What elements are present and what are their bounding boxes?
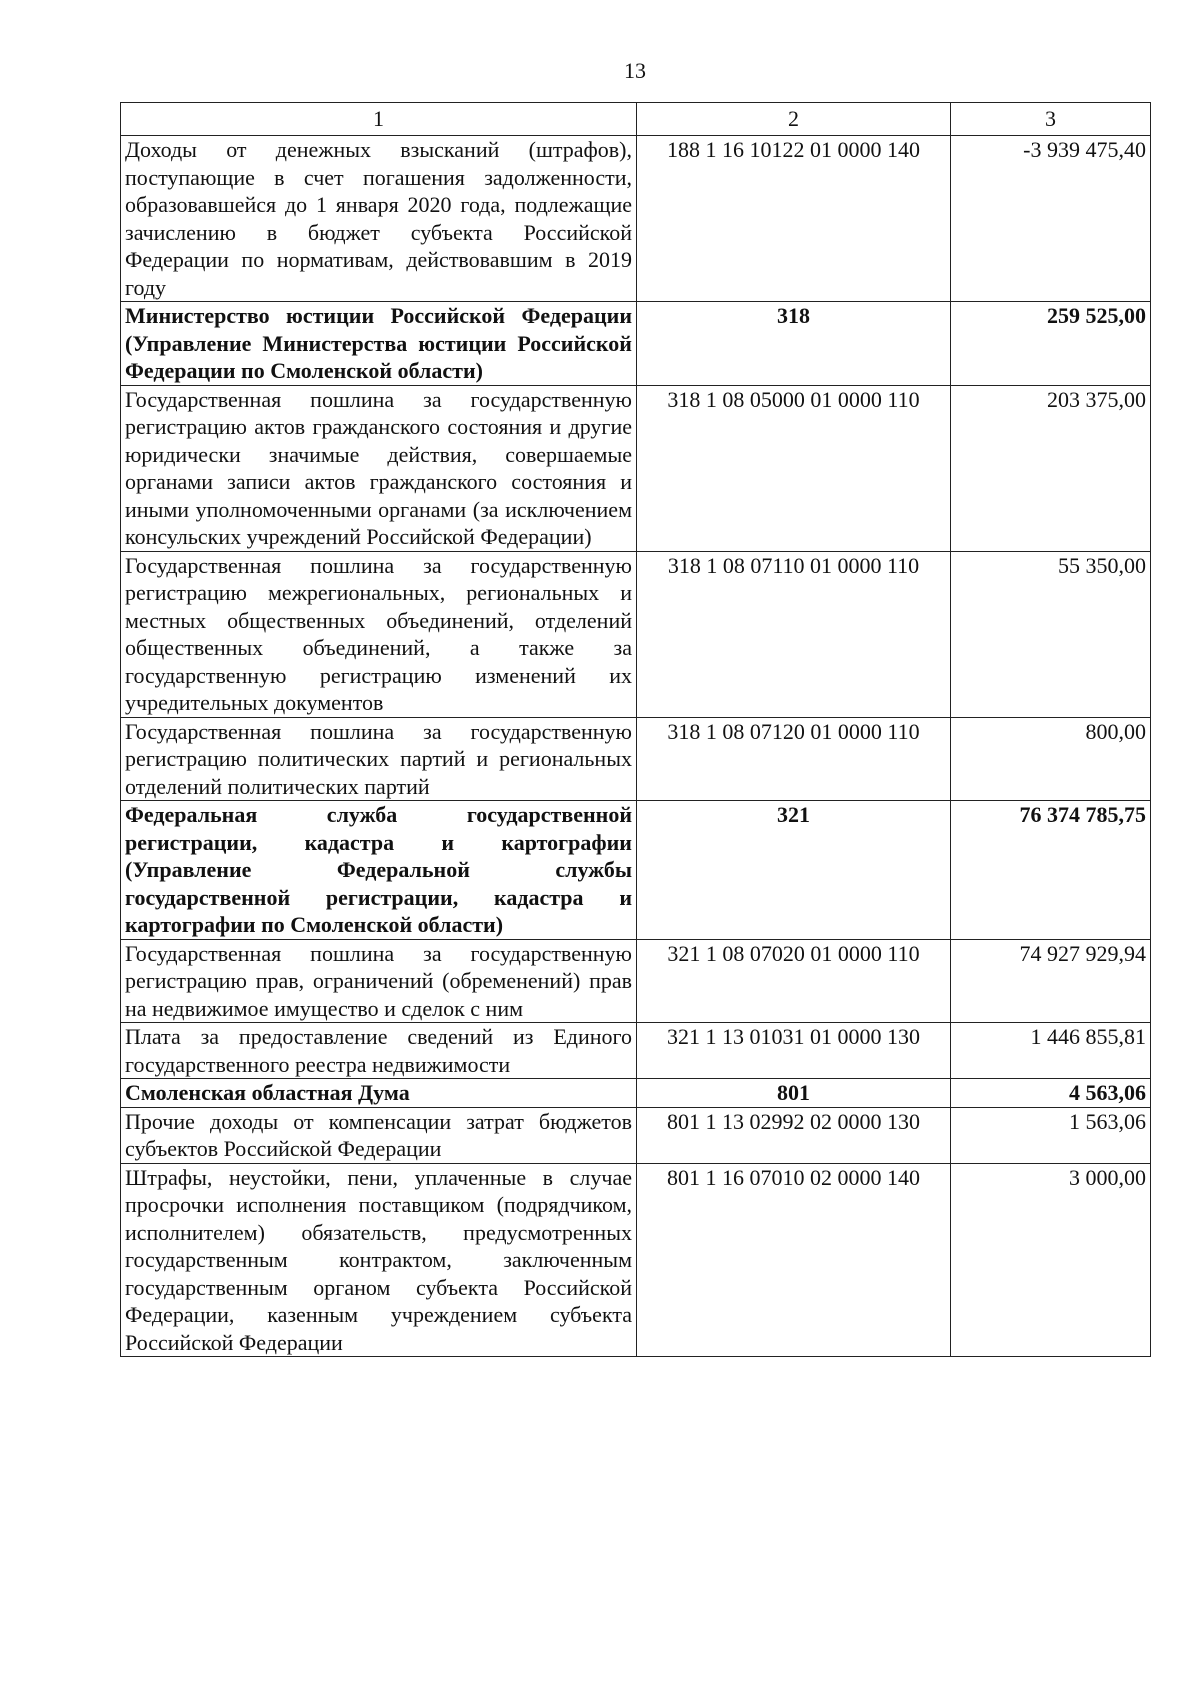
row-amount-cell: 55 350,00 xyxy=(951,551,1151,717)
row-name-cell: Смоленская областная Дума xyxy=(121,1079,637,1108)
table-row xyxy=(121,1107,1151,1163)
row-amount-cell: 74 927 929,94 xyxy=(951,939,1151,1023)
row-name-cell: Государственная пошлина за государственную регистрацию политических партий и региональных отделений политических партий xyxy=(121,717,637,801)
table-row xyxy=(121,1079,1151,1108)
revenue-table xyxy=(120,102,1151,1357)
table-row xyxy=(121,801,1151,940)
row-name-cell: Министерство юстиции Российской Федерации (Управление Министерства юстиции Российской Федерации по Смоленской области) xyxy=(121,302,637,386)
row-amount-cell: -3 939 475,40 xyxy=(951,136,1151,302)
table-row xyxy=(121,717,1151,801)
row-code-cell: 321 1 08 07020 01 0000 110 xyxy=(637,939,951,1023)
row-code-cell: 321 1 13 01031 01 0000 130 xyxy=(637,1023,951,1079)
table-row xyxy=(121,551,1151,717)
row-amount-cell: 3 000,00 xyxy=(951,1163,1151,1357)
row-amount-cell: 4 563,06 xyxy=(951,1079,1151,1108)
table-row xyxy=(121,1023,1151,1079)
row-code-cell: 318 1 08 05000 01 0000 110 xyxy=(637,385,951,551)
row-amount-cell: 203 375,00 xyxy=(951,385,1151,551)
table-header-row xyxy=(121,103,1151,136)
row-code-cell: 801 1 13 02992 02 0000 130 xyxy=(637,1107,951,1163)
row-name-cell: Плата за предоставление сведений из Единого государственного реестра недвижимости xyxy=(121,1023,637,1079)
column-header-1: 1 xyxy=(121,103,637,136)
table-row xyxy=(121,385,1151,551)
row-amount-cell: 76 374 785,75 xyxy=(951,801,1151,940)
page-number: 13 xyxy=(624,58,646,83)
row-amount-cell: 800,00 xyxy=(951,717,1151,801)
row-code-cell: 188 1 16 10122 01 0000 140 xyxy=(637,136,951,302)
row-code-cell: 801 xyxy=(637,1079,951,1108)
column-header-3: 3 xyxy=(951,103,1151,136)
table-row xyxy=(121,939,1151,1023)
table-row xyxy=(121,136,1151,302)
row-amount-cell: 1 446 855,81 xyxy=(951,1023,1151,1079)
row-code-cell: 318 xyxy=(637,302,951,386)
row-amount-cell: 1 563,06 xyxy=(951,1107,1151,1163)
row-name-cell: Прочие доходы от компенсации затрат бюджетов субъектов Российской Федерации xyxy=(121,1107,637,1163)
row-name-cell: Федеральная служба государственной регистрации, кадастра и картографии (Управление Федеральной службы государственной регистрации, кадастра и картографии по Смоленской области) xyxy=(121,801,637,940)
row-code-cell: 321 xyxy=(637,801,951,940)
row-name-cell: Государственная пошлина за государственную регистрацию прав, ограничений (обременений) прав на недвижимое имущество и сделок с ним xyxy=(121,939,637,1023)
column-header-2: 2 xyxy=(637,103,951,136)
table-row xyxy=(121,302,1151,386)
row-code-cell: 801 1 16 07010 02 0000 140 xyxy=(637,1163,951,1357)
row-code-cell: 318 1 08 07120 01 0000 110 xyxy=(637,717,951,801)
row-name-cell: Штрафы, неустойки, пени, уплаченные в случае просрочки исполнения поставщиком (подрядчиком, исполнителем) обязательств, предусмотренных государственным контрактом, заключенным государственным органом субъекта Российской Федерации, казенным учреждением субъекта Российской Федерации xyxy=(121,1163,637,1357)
row-code-cell: 318 1 08 07110 01 0000 110 xyxy=(637,551,951,717)
row-name-cell: Государственная пошлина за государственную регистрацию актов гражданского состояния и другие юридически значимые действия, совершаемые органами записи актов гражданского состояния и иными уполномоченными органами (за исключением консульских учреждений Российской Федерации) xyxy=(121,385,637,551)
row-amount-cell: 259 525,00 xyxy=(951,302,1151,386)
table-row xyxy=(121,1163,1151,1357)
row-name-cell: Государственная пошлина за государственную регистрацию межрегиональных, региональных и местных общественных объединений, отделений общественных объединений, а также за государственную регистрацию изменений их учредительных документов xyxy=(121,551,637,717)
row-name-cell: Доходы от денежных взысканий (штрафов), поступающие в счет погашения задолженности, образовавшейся до 1 января 2020 года, подлежащие зачислению в бюджет субъекта Российской Федерации по нормативам, действовавшим в 2019 году xyxy=(121,136,637,302)
